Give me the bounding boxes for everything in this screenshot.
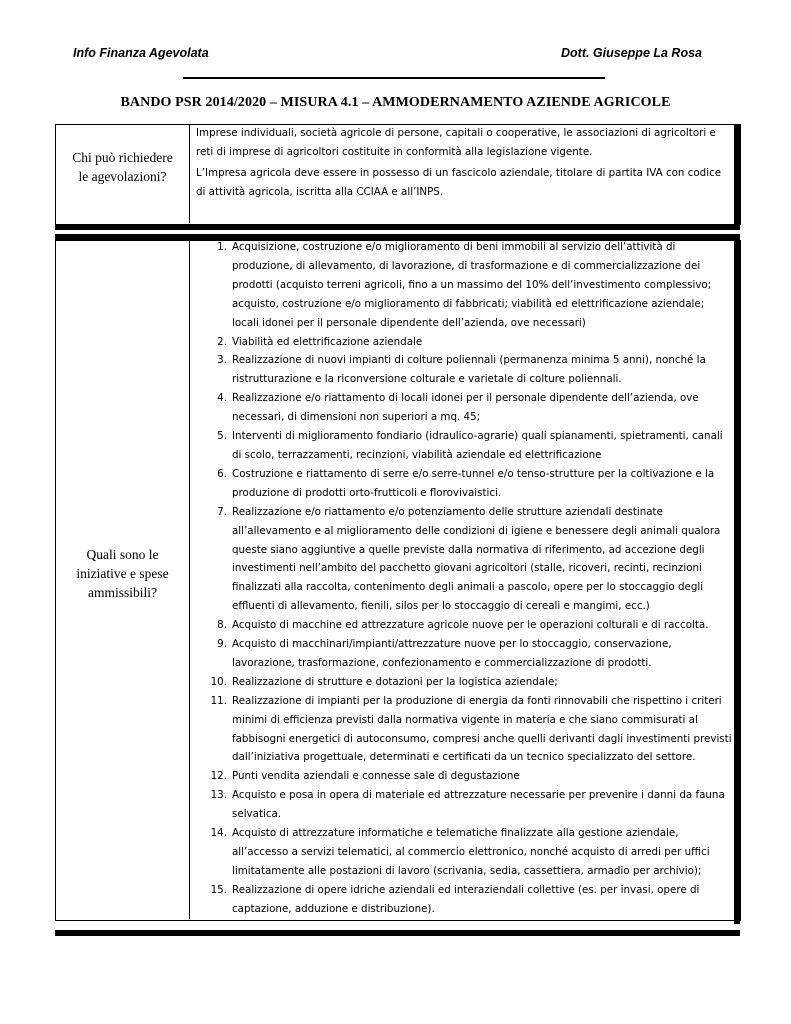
list-item bbox=[190, 881, 737, 919]
list-item-number: 10. bbox=[210, 675, 227, 688]
list-item-line: produzione di prodotti orto-frutticoli e florovivaistici. bbox=[232, 486, 502, 499]
list-item bbox=[190, 333, 737, 352]
list-item-number: 3. bbox=[217, 354, 227, 367]
header-left-text: Info Finanza Agevolata bbox=[73, 46, 209, 60]
list-item-number: 5. bbox=[217, 430, 227, 443]
list-item-line: Viabilità ed elettrificazione aziendale bbox=[232, 335, 423, 348]
list-item bbox=[190, 616, 737, 635]
list-item bbox=[190, 786, 737, 824]
list-item-line: investimenti nell’ambito del pacchetto giovani agricoltori (stalle, ricoveri, recinti, recinzioni bbox=[232, 562, 702, 575]
list-item-line: all’allevamento e al miglioramento delle condizioni di igiene e benessere degli animali qualora bbox=[232, 524, 721, 537]
list-item bbox=[190, 238, 737, 333]
eligibility-paragraph bbox=[196, 124, 737, 162]
list-item-line: Interventi di miglioramento fondiario (idraulico-agrarie) quali spianamenti, spietramenti, canali bbox=[232, 430, 723, 443]
list-item-line: locali idonei per il personale dipendente dell’azienda, ove necessari) bbox=[232, 316, 586, 329]
list-item bbox=[190, 673, 737, 692]
list-item-number: 1. bbox=[217, 241, 227, 253]
list-item-line: minimi di efficienza previsti dalla normativa vigente in materia e che siano commisurati al bbox=[232, 713, 698, 726]
list-item-line: Realizzazione di opere idriche aziendali ed interaziendali collettive (es. per invasi, opere di bbox=[232, 883, 700, 896]
list-item bbox=[190, 767, 737, 786]
list-item-line: queste siano aggiuntive a quelle previste dalla normativa di riferimento, ad accezione degli bbox=[232, 543, 705, 556]
list-item-line: necessari, di dimensioni non superiori a mq. 45; bbox=[232, 411, 481, 424]
list-item-number: 14. bbox=[210, 827, 227, 840]
list-item-line: ristrutturazione e la riconversione colturale e varietale di colture poliennali. bbox=[232, 373, 622, 386]
paragraph-line: di attività agricola, iscritta alla CCIAA e all’INPS. bbox=[196, 186, 444, 198]
list-item-number: 8. bbox=[217, 619, 227, 632]
list-item-line: captazione, adduzione e distribuzione). bbox=[232, 902, 435, 915]
table-shadow-bottom bbox=[55, 930, 740, 936]
list-item-line: Acquisto di attrezzature informatiche e telematiche finalizzate alla gestione aziendale, bbox=[232, 827, 679, 840]
eligible-expenses-list bbox=[190, 238, 737, 919]
list-item-number: 9. bbox=[217, 638, 227, 651]
list-item-line: produzione, di allevamento, di lavorazione, di trasformazione e di commercializzazione dei bbox=[232, 259, 701, 272]
paragraph-line: reti di imprese di agricoltori costituite in conformità alla legislazione vigente. bbox=[196, 146, 593, 158]
list-item-number: 12. bbox=[210, 770, 227, 783]
list-item bbox=[190, 389, 737, 427]
list-item-line: finalizzati alla raccolta, contenimento degli animali a pascolo, opere per lo stoccaggio degli bbox=[232, 581, 704, 594]
list-item-line: Realizzazione e/o riattamento e/o potenziamento delle strutture aziendali destinate bbox=[232, 505, 663, 518]
list-item-line: Acquisto e posa in opera di materiale ed attrezzature necessarie per prevenire i danni da fauna bbox=[232, 789, 725, 802]
list-item-line: all’accesso a servizi telematici, al commercio elettronico, nonché acquisto di arredi per uffici bbox=[232, 846, 710, 858]
list-item-line: Costruzione e riattamento di serre e/o serre-tunnel e/o tenso-strutture per la coltivazione e la bbox=[232, 467, 715, 480]
label-line: ammissibili? bbox=[88, 585, 157, 600]
expenses-label bbox=[56, 545, 189, 602]
label-line: iniziative e spese bbox=[76, 566, 169, 581]
list-item-line: Realizzazione di impianti per la produzione di energia da fonti rinnovabili che rispettino i criteri bbox=[232, 694, 722, 707]
list-item-line: Realizzazione di nuovi impianti di colture poliennali (permanenza minima 5 anni), nonché la bbox=[232, 354, 706, 367]
list-item-number: 15. bbox=[210, 883, 227, 896]
table-shadow-bottom bbox=[55, 224, 740, 230]
list-item bbox=[190, 635, 737, 673]
list-item-line: Realizzazione di strutture e dotazioni per la logistica aziendale; bbox=[232, 675, 558, 688]
list-item-number: 11. bbox=[210, 694, 227, 707]
paragraph-line: L’Impresa agricola deve essere in possesso di un fascicolo aziendale, titolare di partita IVA con codice bbox=[196, 167, 722, 179]
list-item bbox=[190, 427, 737, 465]
list-item-line: Acquisizione, costruzione e/o miglioramento di beni immobili al servizio dell’attività di bbox=[232, 241, 676, 253]
list-item-number: 4. bbox=[217, 392, 227, 405]
paragraph-line: Imprese individuali, società agricole di persone, capitali o cooperative, le associazioni di agricoltori e bbox=[196, 127, 716, 139]
list-item-number: 2. bbox=[217, 335, 227, 348]
list-item-line: limitatamente alle postazioni di lavoro (scrivania, sedia, cassettiera, armadio per archivio); bbox=[232, 864, 702, 877]
list-item-line: lavorazione, trasformazione, confezionamento e commercializzazione di prodotti. bbox=[232, 656, 652, 669]
list-item-line: Acquisto di macchinari/impianti/attrezzature nuove per lo stoccaggio, conservazione, bbox=[232, 638, 672, 651]
list-item-line: di scolo, terrazzamenti, recinzioni, viabilità aziendale ed elettrificazione bbox=[232, 448, 602, 461]
list-item bbox=[190, 351, 737, 389]
header-rule bbox=[183, 77, 605, 79]
label-line: Quali sono le bbox=[86, 547, 159, 562]
list-item-line: Punti vendita aziendali e connesse sale di degustazione bbox=[232, 770, 520, 783]
requirements-paragraph bbox=[196, 164, 737, 202]
list-item bbox=[190, 692, 737, 768]
list-item-line: Acquisto di macchine ed attrezzature agricole nuove per le operazioni colturali e di raccolta. bbox=[232, 619, 709, 632]
list-item-line: prodotti (acquisto terreni agricoli, fino a un massimo del 10% dell’investimento complessivo; bbox=[232, 278, 712, 291]
eligibility-label bbox=[56, 148, 189, 186]
list-item-line: effluenti di allevamento, fienili, silos per lo stoccaggio di cereali e mangimi, ecc.) bbox=[232, 600, 650, 613]
list-item bbox=[190, 824, 737, 881]
list-item bbox=[190, 465, 737, 503]
label-line: Chi può richiedere bbox=[72, 150, 173, 165]
column-divider bbox=[189, 124, 190, 223]
document-title: BANDO PSR 2014/2020 – MISURA 4.1 – AMMODERNAMENTO AZIENDE AGRICOLE bbox=[120, 95, 671, 110]
list-item-line: selvatica. bbox=[232, 808, 282, 821]
header-right-text: Dott. Giuseppe La Rosa bbox=[561, 46, 702, 60]
list-item-line: Realizzazione e/o riattamento di locali idonei per il personale dipendente dell’azienda, ove bbox=[232, 392, 699, 405]
list-item bbox=[190, 503, 737, 616]
list-item-line: fabbisogni energetici di autoconsumo, compresi anche quelli derivanti dagli investimenti previsti bbox=[232, 732, 732, 745]
list-item-number: 13. bbox=[210, 789, 227, 802]
list-item-line: dall’iniziativa progettuale, determinati e certificati da un tecnico specializzato del settore. bbox=[232, 751, 696, 764]
list-item-number: 6. bbox=[217, 467, 227, 480]
list-item-line: acquisto, costruzione e/o miglioramento di fabbricati; viabilità ed elettrificazione aziendale; bbox=[232, 297, 705, 310]
label-line: le agevolazioni? bbox=[78, 169, 167, 184]
list-item-number: 7. bbox=[217, 505, 227, 518]
